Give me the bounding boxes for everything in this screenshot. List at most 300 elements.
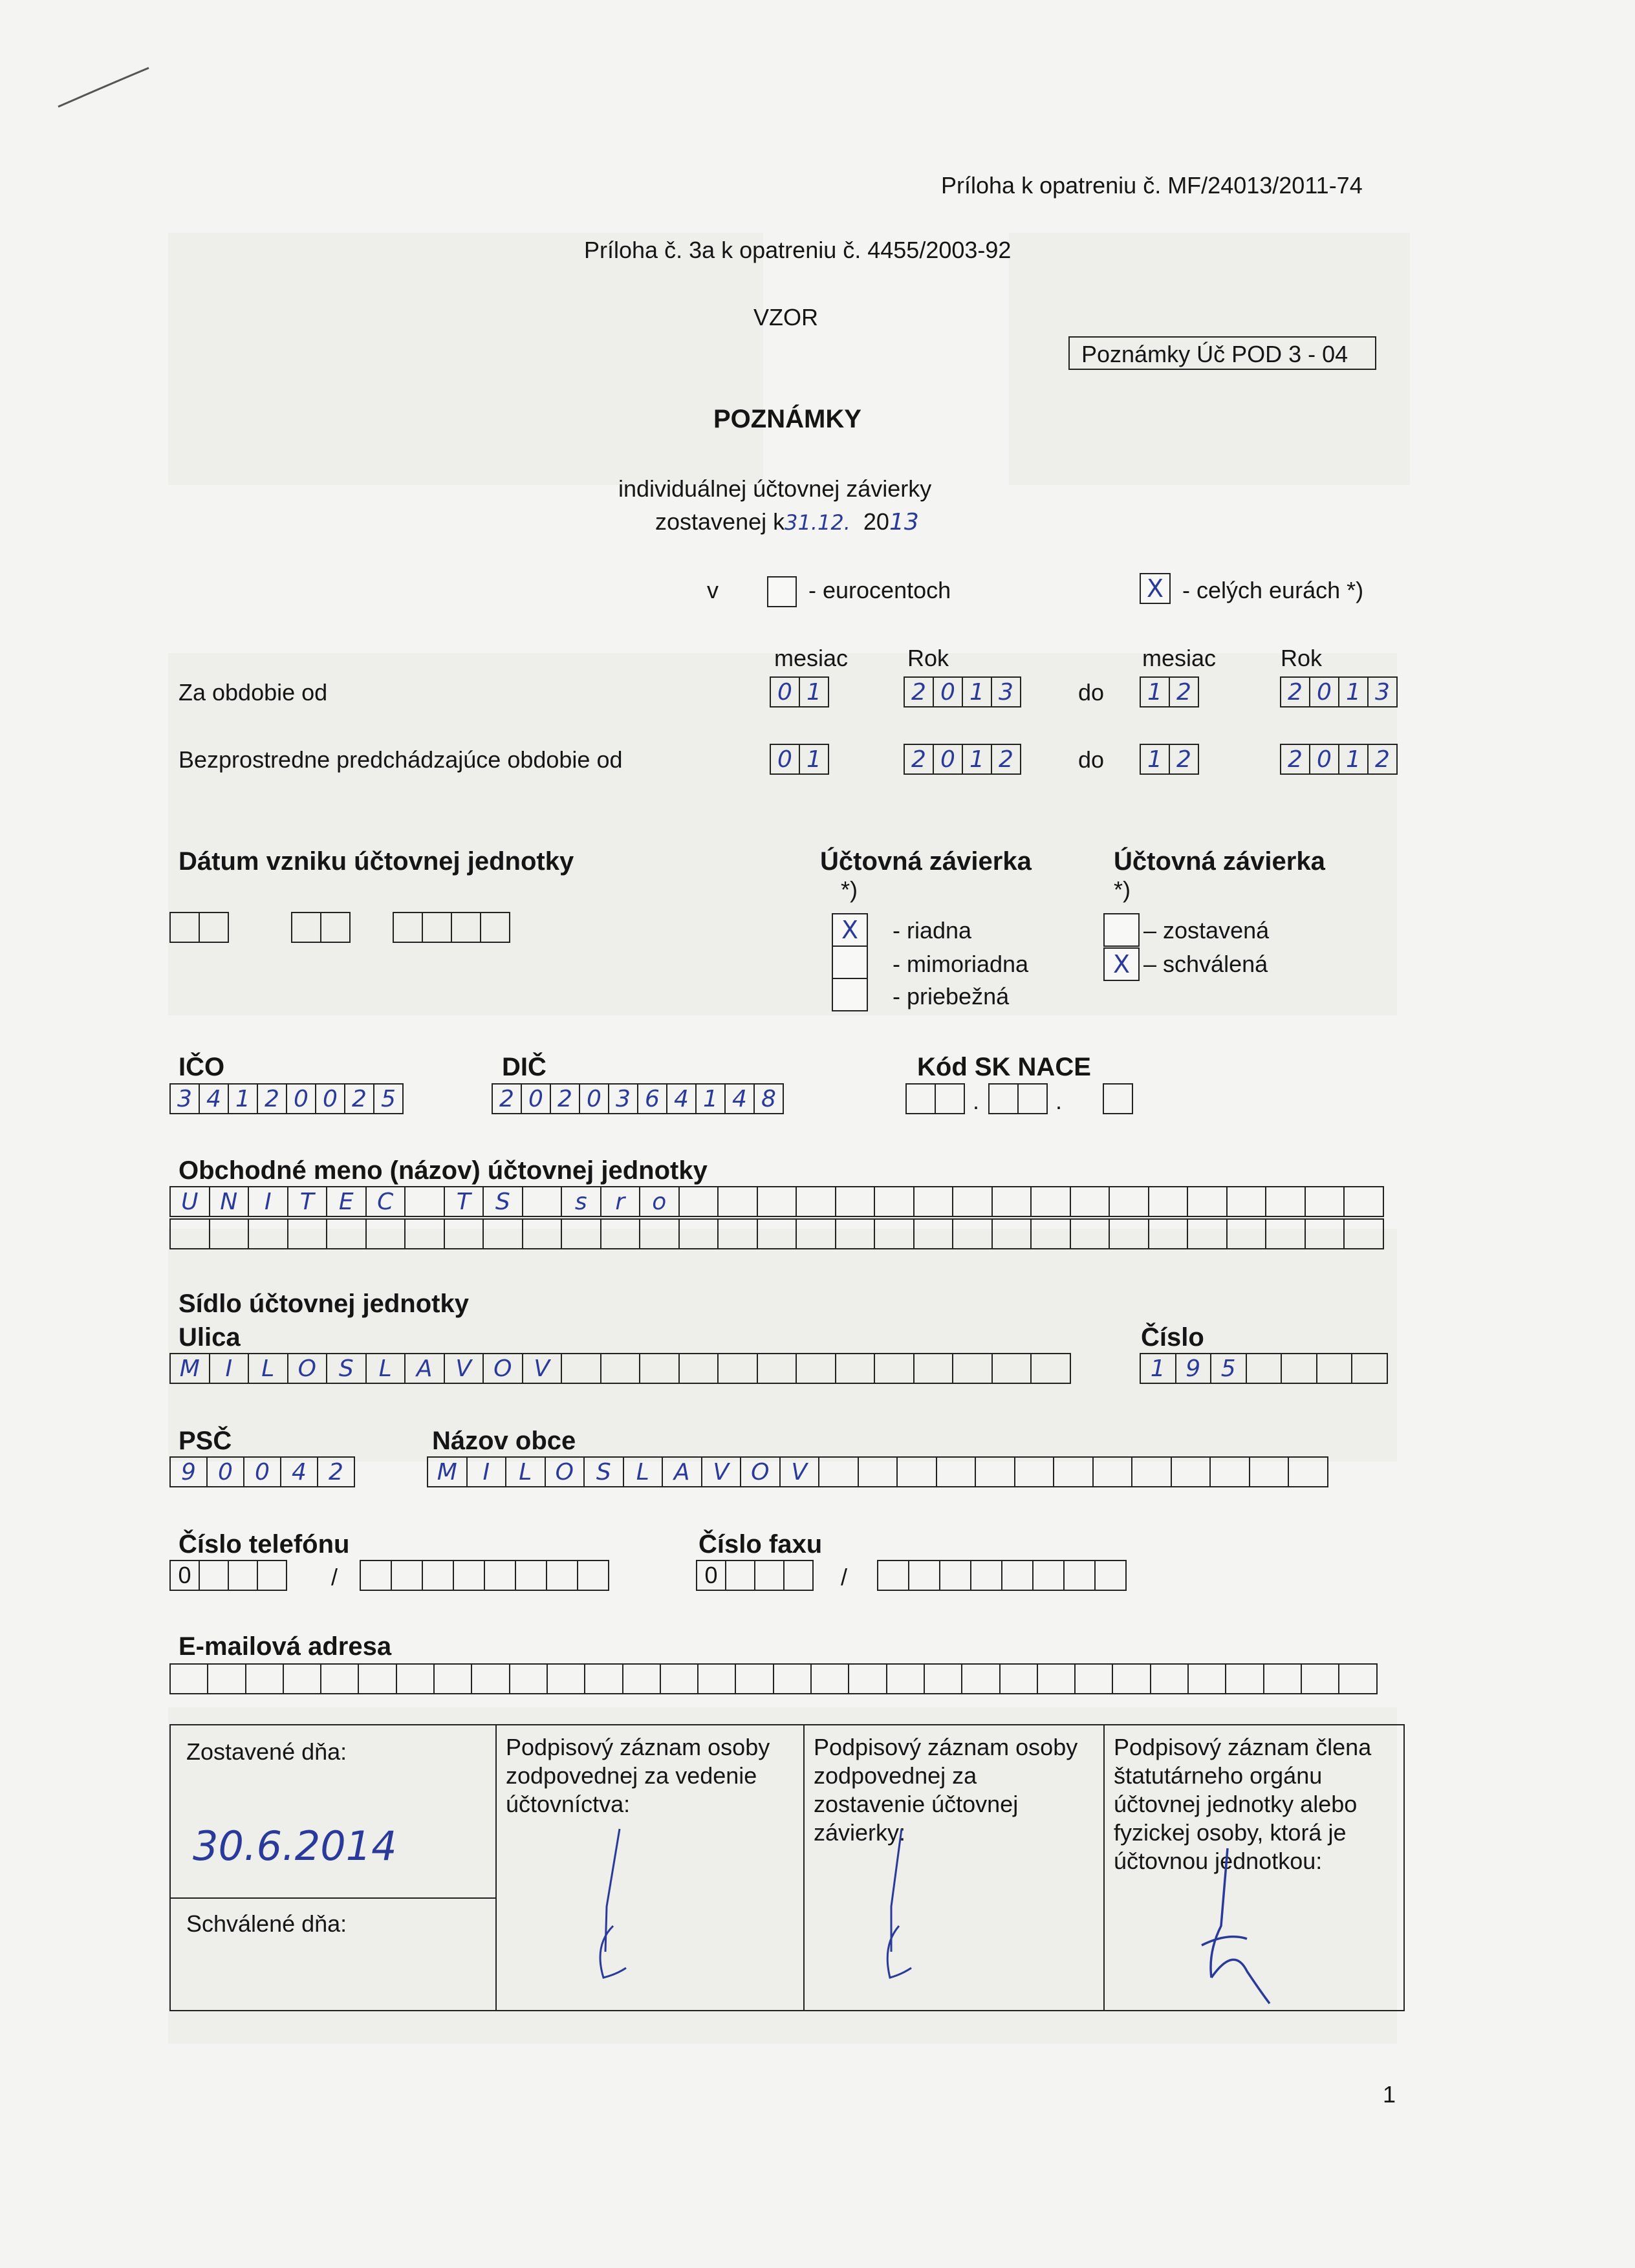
char-cell[interactable]: [1339, 1663, 1377, 1694]
char-cell[interactable]: [875, 1353, 915, 1384]
obec-field[interactable]: [427, 1456, 1328, 1487]
char-cell[interactable]: [359, 1663, 396, 1694]
char-cell[interactable]: [397, 1663, 435, 1694]
char-cell[interactable]: S: [585, 1456, 624, 1487]
char-cell[interactable]: [758, 1186, 797, 1217]
char-cell[interactable]: [909, 1560, 940, 1591]
digit-cell[interactable]: 3: [609, 1083, 638, 1114]
digit-cell[interactable]: 0: [934, 676, 963, 707]
digit-cell[interactable]: 6: [638, 1083, 667, 1114]
zostavenej-line: [655, 508, 919, 535]
char-cell[interactable]: [993, 1186, 1032, 1217]
char-cell[interactable]: [601, 1218, 641, 1249]
digit-cell[interactable]: 2: [1369, 744, 1398, 775]
tel-label: Číslo telefónu: [179, 1530, 350, 1559]
datum-vzniku-year[interactable]: [393, 912, 510, 943]
char-cell[interactable]: [661, 1663, 698, 1694]
schvalena-checkbox[interactable]: X: [1103, 947, 1140, 981]
char-cell[interactable]: [797, 1353, 836, 1384]
char-cell[interactable]: o: [640, 1186, 680, 1217]
char-cell[interactable]: V: [445, 1353, 484, 1384]
digit-cell[interactable]: 2: [905, 676, 934, 707]
char-cell[interactable]: [1264, 1663, 1302, 1694]
char-cell[interactable]: [1110, 1218, 1149, 1249]
digit-cell[interactable]: 4: [726, 1083, 755, 1114]
char-cell[interactable]: I: [210, 1353, 250, 1384]
char-cell[interactable]: [836, 1353, 876, 1384]
char-cell[interactable]: [758, 1353, 797, 1384]
char-cell[interactable]: [288, 1218, 328, 1249]
char-cell[interactable]: [797, 1186, 836, 1217]
char-cell[interactable]: [1352, 1353, 1388, 1384]
char-cell[interactable]: [327, 1218, 367, 1249]
char-cell[interactable]: [1149, 1186, 1189, 1217]
char-cell[interactable]: [249, 1218, 288, 1249]
rok-label-2: Rok: [1281, 645, 1323, 671]
priloha-mf: Príloha k opatreniu č. MF/24013/2011-74: [941, 172, 1363, 199]
digit-cell[interactable]: 0: [171, 1560, 200, 1591]
char-cell[interactable]: S: [484, 1186, 523, 1217]
char-cell[interactable]: [445, 1218, 484, 1249]
digit-cell[interactable]: 0: [522, 1083, 551, 1114]
digit-cell[interactable]: 2: [345, 1083, 374, 1114]
char-cell[interactable]: [836, 1186, 876, 1217]
priebezna-label: - priebežná: [893, 983, 1010, 1010]
char-cell[interactable]: [962, 1663, 1000, 1694]
char-cell[interactable]: V: [702, 1456, 742, 1487]
char-cell[interactable]: [640, 1218, 680, 1249]
mimoriadna-checkbox[interactable]: [832, 945, 868, 979]
digit-cell[interactable]: 2: [992, 744, 1021, 775]
char-cell[interactable]: [1188, 1186, 1228, 1217]
schvalene-label: Schválené dňa:: [186, 1910, 347, 1937]
char-cell[interactable]: L: [624, 1456, 664, 1487]
char-cell[interactable]: [1149, 1218, 1189, 1249]
previous-from-month[interactable]: [770, 744, 829, 775]
page-subtitle: individuálnej účtovnej závierky: [618, 475, 932, 502]
char-cell[interactable]: [1306, 1186, 1345, 1217]
char-cell[interactable]: I: [249, 1186, 288, 1217]
accountant-signature-label: Podpisový záznam osoby zodpovednej za vedenie účtovníctva:: [506, 1734, 770, 1817]
char-cell[interactable]: [578, 1560, 609, 1591]
digit-cell[interactable]: [990, 1083, 1019, 1114]
cislo-label: Číslo: [1141, 1323, 1204, 1352]
char-cell[interactable]: [1345, 1186, 1384, 1217]
char-cell[interactable]: 4: [281, 1456, 318, 1487]
char-cell[interactable]: [321, 1663, 359, 1694]
digit-cell[interactable]: 2: [1170, 676, 1199, 707]
statutory-signature-label: Podpisový záznam člena štatutárneho orgánu účtovnej jednotky alebo fyzickej osoby, ktorá je účtovnou jednotkou:: [1114, 1734, 1372, 1874]
char-cell[interactable]: [1188, 1218, 1228, 1249]
eurocent-checkbox[interactable]: [767, 576, 797, 607]
char-cell[interactable]: s: [562, 1186, 601, 1217]
char-cell[interactable]: C: [367, 1186, 406, 1217]
char-cell[interactable]: [406, 1186, 445, 1217]
digit-cell[interactable]: 1: [963, 676, 992, 707]
char-cell[interactable]: [623, 1663, 661, 1694]
char-cell[interactable]: O: [484, 1353, 523, 1384]
char-cell[interactable]: [548, 1663, 585, 1694]
digit-cell[interactable]: [292, 912, 321, 943]
digit-cell[interactable]: 1: [800, 744, 829, 775]
email-field[interactable]: [169, 1663, 1378, 1694]
char-cell[interactable]: [367, 1218, 406, 1249]
char-cell[interactable]: [1172, 1456, 1211, 1487]
name-row-1[interactable]: [169, 1186, 1384, 1217]
char-cell[interactable]: [1054, 1456, 1094, 1487]
nace-part-2[interactable]: [988, 1083, 1048, 1114]
char-cell[interactable]: [171, 1663, 208, 1694]
char-cell[interactable]: [875, 1218, 915, 1249]
char-cell[interactable]: [392, 1560, 423, 1591]
char-cell[interactable]: S: [327, 1353, 367, 1384]
char-cell[interactable]: I: [468, 1456, 507, 1487]
digit-cell[interactable]: 3: [1369, 676, 1398, 707]
char-cell[interactable]: [1038, 1663, 1076, 1694]
char-cell[interactable]: [1132, 1456, 1172, 1487]
char-cell[interactable]: [878, 1560, 909, 1591]
datum-vzniku-label: Dátum vzniku účtovnej jednotky: [179, 847, 574, 876]
digit-cell[interactable]: 4: [200, 1083, 229, 1114]
char-cell[interactable]: [1015, 1456, 1055, 1487]
char-cell[interactable]: [1247, 1353, 1283, 1384]
riadna-checkbox[interactable]: X: [832, 913, 868, 947]
char-cell[interactable]: U: [171, 1186, 210, 1217]
char-cell[interactable]: [1228, 1186, 1267, 1217]
fax-prefix-field[interactable]: [696, 1560, 814, 1591]
char-cell[interactable]: [887, 1663, 925, 1694]
digit-cell[interactable]: 0: [934, 744, 963, 775]
digit-cell[interactable]: [1019, 1083, 1048, 1114]
digit-cell[interactable]: 4: [667, 1083, 697, 1114]
current-from-year[interactable]: [904, 676, 1021, 707]
char-cell[interactable]: A: [663, 1456, 702, 1487]
name-label: Obchodné meno (názov) účtovnej jednotky: [179, 1156, 708, 1185]
char-cell[interactable]: [406, 1218, 445, 1249]
digit-cell[interactable]: 2: [1170, 744, 1199, 775]
digit-cell[interactable]: 2: [551, 1083, 580, 1114]
name-row-2[interactable]: [169, 1218, 1384, 1249]
digit-cell[interactable]: [452, 912, 481, 943]
current-to-month[interactable]: [1140, 676, 1199, 707]
char-cell[interactable]: [940, 1560, 971, 1591]
char-cell[interactable]: [1151, 1663, 1189, 1694]
digit-cell[interactable]: [423, 912, 452, 943]
char-cell[interactable]: T: [288, 1186, 328, 1217]
digit-cell[interactable]: 1: [1141, 676, 1170, 707]
statutory-signature-cell[interactable]: [1105, 1725, 1403, 2010]
char-cell[interactable]: [875, 1186, 915, 1217]
dic-field[interactable]: [492, 1083, 784, 1114]
digit-cell[interactable]: 0: [316, 1083, 345, 1114]
digit-cell[interactable]: [200, 1560, 229, 1591]
char-cell[interactable]: [423, 1560, 454, 1591]
char-cell[interactable]: [1071, 1186, 1110, 1217]
digit-cell[interactable]: [726, 1560, 755, 1591]
char-cell[interactable]: [1282, 1353, 1317, 1384]
char-cell[interactable]: M: [428, 1456, 468, 1487]
char-cell[interactable]: [719, 1353, 758, 1384]
char-cell[interactable]: [601, 1353, 641, 1384]
char-cell[interactable]: [993, 1218, 1032, 1249]
char-cell[interactable]: [1096, 1560, 1127, 1591]
char-cell[interactable]: M: [171, 1353, 210, 1384]
year-suffix: 13: [889, 509, 919, 535]
ico-field[interactable]: [169, 1083, 404, 1114]
char-cell[interactable]: [562, 1218, 601, 1249]
char-cell[interactable]: [797, 1218, 836, 1249]
char-cell[interactable]: [1211, 1456, 1250, 1487]
char-cell[interactable]: [993, 1353, 1032, 1384]
char-cell[interactable]: [547, 1560, 578, 1591]
char-cell[interactable]: [915, 1218, 954, 1249]
previous-period-label: Bezprostredne predchádzajúce obdobie od: [179, 746, 623, 773]
char-cell[interactable]: 1: [1141, 1353, 1176, 1384]
digit-cell[interactable]: [1104, 1083, 1133, 1114]
char-cell[interactable]: [680, 1186, 719, 1217]
star-note: *): [841, 876, 858, 903]
digit-cell[interactable]: [229, 1560, 258, 1591]
char-cell[interactable]: [454, 1560, 485, 1591]
psc-field[interactable]: [169, 1456, 355, 1487]
char-cell[interactable]: [812, 1663, 849, 1694]
char-cell[interactable]: [485, 1560, 516, 1591]
char-cell[interactable]: [1345, 1218, 1384, 1249]
eur-checkbox[interactable]: X: [1140, 573, 1171, 604]
char-cell[interactable]: r: [601, 1186, 641, 1217]
char-cell[interactable]: [210, 1218, 250, 1249]
char-cell[interactable]: [1034, 1560, 1065, 1591]
accountant-signature-cell[interactable]: [497, 1725, 805, 2010]
char-cell[interactable]: [284, 1663, 321, 1694]
char-cell[interactable]: [774, 1663, 812, 1694]
char-cell[interactable]: [361, 1560, 392, 1591]
preparer-signature-cell[interactable]: [805, 1725, 1105, 2010]
char-cell[interactable]: 9: [171, 1456, 208, 1487]
digit-cell[interactable]: 0: [580, 1083, 609, 1114]
divider: [171, 1897, 495, 1899]
tel-slash: /: [331, 1564, 338, 1590]
char-cell[interactable]: V: [523, 1353, 563, 1384]
digit-cell[interactable]: [481, 912, 510, 943]
digit-cell[interactable]: [785, 1560, 814, 1591]
zostavenej-date: 31.12.: [785, 510, 850, 535]
char-cell[interactable]: [1001, 1663, 1038, 1694]
char-cell[interactable]: [523, 1218, 563, 1249]
eurocent-label: - eurocentoch: [808, 577, 951, 603]
tel-number-field[interactable]: [360, 1560, 609, 1591]
char-cell[interactable]: [1110, 1186, 1149, 1217]
previous-to-month[interactable]: [1140, 744, 1199, 775]
char-cell[interactable]: [859, 1456, 898, 1487]
priebezna-checkbox[interactable]: [832, 978, 868, 1011]
char-cell[interactable]: [246, 1663, 284, 1694]
char-cell[interactable]: [1094, 1456, 1133, 1487]
char-cell[interactable]: [819, 1456, 859, 1487]
show-through-block: [168, 233, 763, 485]
digit-cell[interactable]: 2: [905, 744, 934, 775]
signature-icon: [1182, 1842, 1286, 2010]
char-cell[interactable]: 9: [1176, 1353, 1212, 1384]
datum-vzniku-month[interactable]: [291, 912, 351, 943]
digit-cell[interactable]: 2: [1281, 744, 1310, 775]
char-cell[interactable]: 2: [318, 1456, 355, 1487]
digit-cell[interactable]: 2: [258, 1083, 287, 1114]
email-label: E-mailová adresa: [179, 1632, 392, 1661]
char-cell[interactable]: [836, 1218, 876, 1249]
digit-cell[interactable]: 2: [493, 1083, 522, 1114]
char-cell[interactable]: [937, 1456, 977, 1487]
zostavene-date: 30.6.2014: [193, 1822, 397, 1870]
char-cell[interactable]: [1289, 1456, 1328, 1487]
char-cell[interactable]: [208, 1663, 246, 1694]
char-cell[interactable]: O: [288, 1353, 328, 1384]
digit-cell[interactable]: [171, 912, 200, 943]
digit-cell[interactable]: 1: [1339, 676, 1369, 707]
char-cell[interactable]: V: [781, 1456, 820, 1487]
previous-from-year[interactable]: [904, 744, 1021, 775]
digit-cell[interactable]: [321, 912, 351, 943]
char-cell[interactable]: T: [445, 1186, 484, 1217]
char-cell[interactable]: [849, 1663, 887, 1694]
char-cell[interactable]: [523, 1186, 563, 1217]
char-cell[interactable]: [1002, 1560, 1034, 1591]
current-from-month[interactable]: [770, 676, 829, 707]
char-cell[interactable]: [953, 1218, 993, 1249]
char-cell[interactable]: [1032, 1186, 1071, 1217]
char-cell[interactable]: 5: [1211, 1353, 1247, 1384]
char-cell[interactable]: 0: [244, 1456, 281, 1487]
char-cell[interactable]: O: [546, 1456, 585, 1487]
char-cell[interactable]: [1071, 1218, 1110, 1249]
char-cell[interactable]: L: [249, 1353, 288, 1384]
fax-number-field[interactable]: [877, 1560, 1127, 1591]
char-cell[interactable]: [435, 1663, 472, 1694]
char-cell[interactable]: [925, 1663, 962, 1694]
char-cell[interactable]: L: [367, 1353, 406, 1384]
cislo-field[interactable]: [1140, 1353, 1388, 1384]
char-cell[interactable]: [640, 1353, 680, 1384]
digit-cell[interactable]: 5: [374, 1083, 404, 1114]
digit-cell[interactable]: [936, 1083, 965, 1114]
ulica-field[interactable]: [169, 1353, 1071, 1384]
char-cell[interactable]: N: [210, 1186, 250, 1217]
digit-cell[interactable]: 1: [1339, 744, 1369, 775]
psc-label: PSČ: [179, 1427, 232, 1455]
tel-prefix-field[interactable]: [169, 1560, 287, 1591]
digit-cell[interactable]: 2: [1281, 676, 1310, 707]
digit-cell[interactable]: [200, 912, 229, 943]
rok-label-1: Rok: [907, 645, 949, 671]
char-cell[interactable]: [1032, 1353, 1071, 1384]
nace-part-1[interactable]: [905, 1083, 965, 1114]
current-to-year[interactable]: [1280, 676, 1398, 707]
digit-cell[interactable]: [907, 1083, 936, 1114]
digit-cell[interactable]: [394, 912, 423, 943]
digit-cell[interactable]: 1: [229, 1083, 258, 1114]
char-cell[interactable]: [1226, 1663, 1264, 1694]
char-cell[interactable]: [1113, 1663, 1151, 1694]
char-cell[interactable]: [915, 1186, 954, 1217]
digit-cell[interactable]: 3: [171, 1083, 200, 1114]
char-cell[interactable]: [484, 1218, 523, 1249]
zostavene-cell[interactable]: [171, 1725, 497, 2010]
digit-cell[interactable]: [755, 1560, 785, 1591]
char-cell[interactable]: O: [741, 1456, 781, 1487]
char-cell[interactable]: [1250, 1456, 1290, 1487]
previous-to-year[interactable]: [1280, 744, 1398, 775]
char-cell[interactable]: [758, 1218, 797, 1249]
digit-cell[interactable]: 1: [1141, 744, 1170, 775]
char-cell[interactable]: [171, 1218, 210, 1249]
char-cell[interactable]: [1302, 1663, 1339, 1694]
char-cell[interactable]: [736, 1663, 774, 1694]
digit-cell[interactable]: 0: [1310, 676, 1339, 707]
char-cell[interactable]: [516, 1560, 547, 1591]
nace-part-3[interactable]: [1103, 1083, 1133, 1114]
year-prefix: 20: [863, 508, 889, 535]
zostavenej-label: zostavenej k: [655, 508, 785, 535]
digit-cell[interactable]: 0: [771, 744, 800, 775]
digit-cell[interactable]: 1: [963, 744, 992, 775]
digit-cell[interactable]: 1: [800, 676, 829, 707]
show-through-block: [168, 1229, 1397, 1462]
zavierka-type-label: Účtovná závierka: [820, 847, 1032, 876]
preparer-signature-label: Podpisový záznam osoby zodpovednej za zostavenie účtovnej závierky:: [814, 1734, 1078, 1846]
digit-cell[interactable]: 0: [697, 1560, 726, 1591]
char-cell[interactable]: [1189, 1663, 1226, 1694]
datum-vzniku-day[interactable]: [169, 912, 229, 943]
char-cell[interactable]: [719, 1186, 758, 1217]
char-cell[interactable]: [680, 1218, 719, 1249]
char-cell[interactable]: [698, 1663, 736, 1694]
char-cell[interactable]: L: [506, 1456, 546, 1487]
char-cell[interactable]: [1306, 1218, 1345, 1249]
digit-cell[interactable]: 1: [697, 1083, 726, 1114]
char-cell[interactable]: [971, 1560, 1002, 1591]
char-cell[interactable]: [472, 1663, 510, 1694]
digit-cell[interactable]: [258, 1560, 287, 1591]
char-cell[interactable]: A: [406, 1353, 445, 1384]
char-cell[interactable]: 0: [208, 1456, 244, 1487]
obec-label: Názov obce: [432, 1427, 576, 1455]
char-cell[interactable]: [562, 1353, 601, 1384]
char-cell[interactable]: [915, 1353, 954, 1384]
char-cell[interactable]: [680, 1353, 719, 1384]
char-cell[interactable]: [953, 1186, 993, 1217]
digit-cell[interactable]: 0: [287, 1083, 316, 1114]
char-cell[interactable]: [898, 1456, 937, 1487]
char-cell[interactable]: [1317, 1353, 1353, 1384]
char-cell[interactable]: [1032, 1218, 1071, 1249]
char-cell[interactable]: [585, 1663, 623, 1694]
digit-cell[interactable]: 3: [992, 676, 1021, 707]
char-cell[interactable]: [719, 1218, 758, 1249]
digit-cell[interactable]: 0: [1310, 744, 1339, 775]
zostavena-checkbox[interactable]: [1103, 913, 1140, 947]
char-cell[interactable]: [976, 1456, 1015, 1487]
char-cell[interactable]: [1076, 1663, 1113, 1694]
char-cell[interactable]: [1228, 1218, 1267, 1249]
digit-cell[interactable]: 8: [755, 1083, 784, 1114]
char-cell[interactable]: [1065, 1560, 1096, 1591]
char-cell[interactable]: [1266, 1186, 1306, 1217]
digit-cell[interactable]: 0: [771, 676, 800, 707]
char-cell[interactable]: E: [327, 1186, 367, 1217]
char-cell[interactable]: [1266, 1218, 1306, 1249]
char-cell[interactable]: [510, 1663, 548, 1694]
char-cell[interactable]: [953, 1353, 993, 1384]
